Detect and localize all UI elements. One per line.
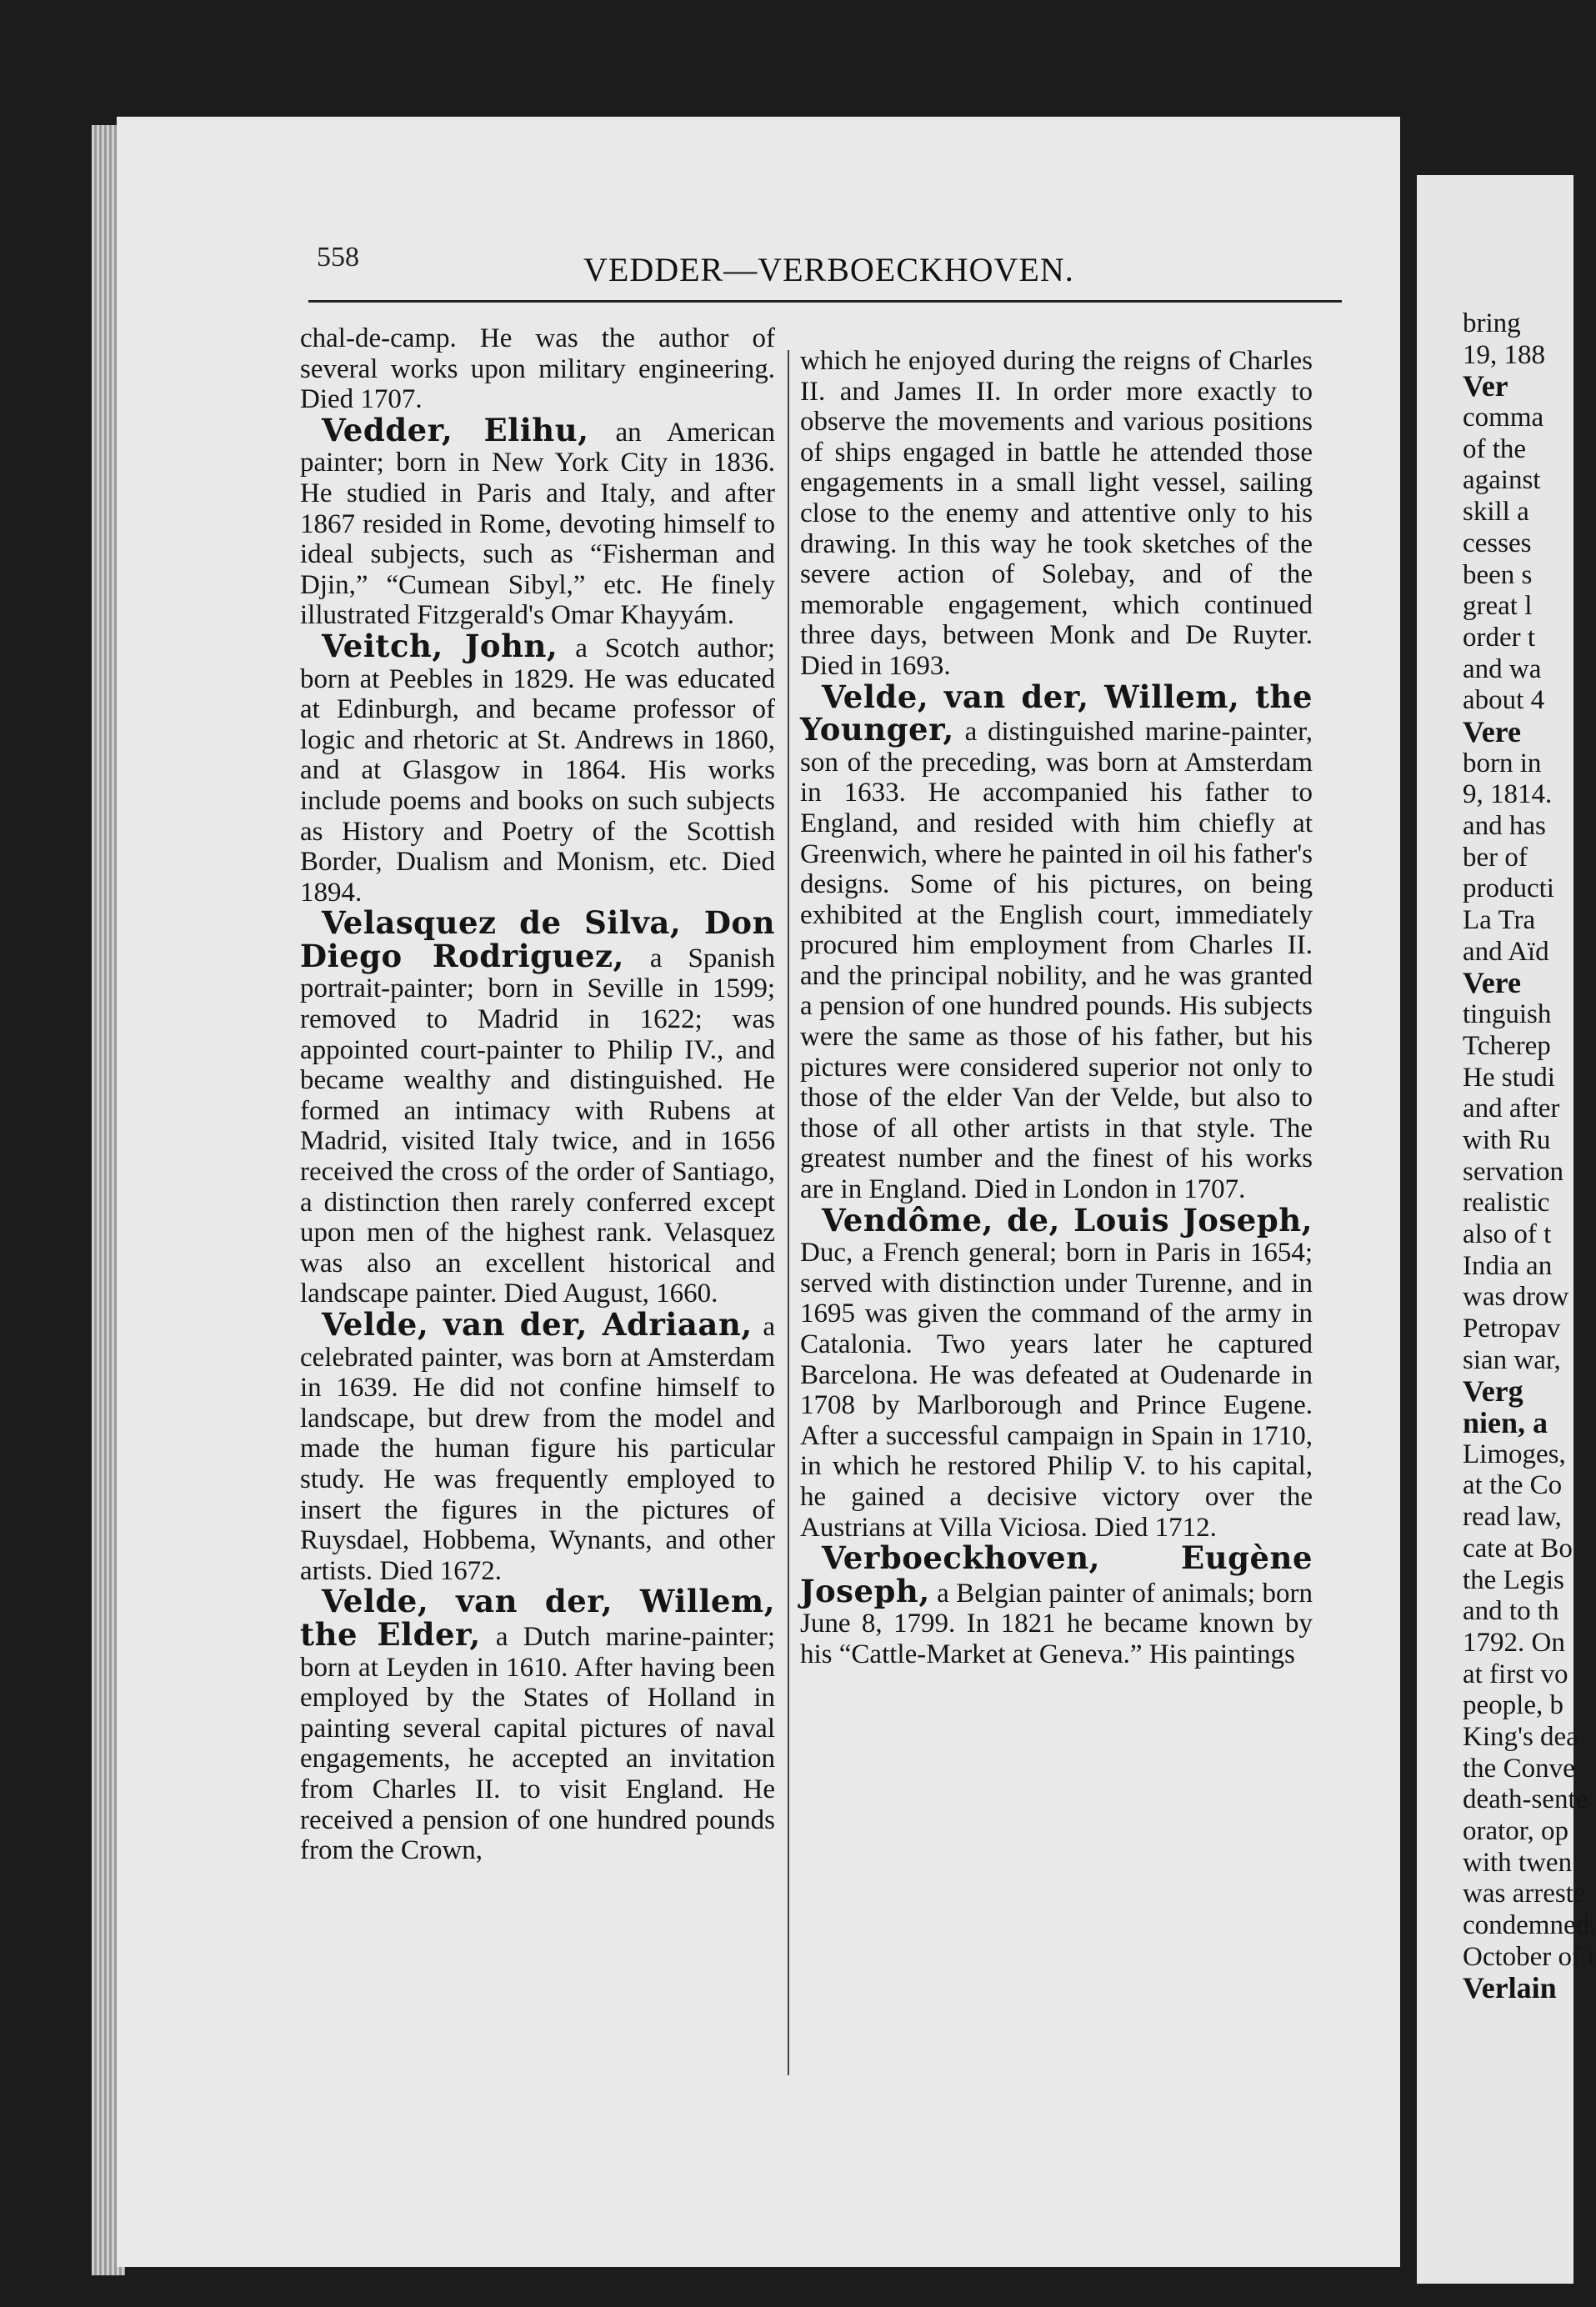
entry-headword: Velde, van der, Willem, the Elder, <box>300 1583 775 1653</box>
adjacent-page-line: was drow <box>1463 1282 1569 1313</box>
right-column <box>800 343 1313 1670</box>
adjacent-page-line: Tcherep <box>1463 1030 1551 1061</box>
adjacent-page-line: at the Co <box>1463 1470 1563 1501</box>
adjacent-page-line: of the <box>1463 433 1527 464</box>
entry <box>800 1539 1313 1669</box>
adjacent-page-line: and has <box>1463 811 1546 841</box>
adjacent-page-line: also of t <box>1463 1219 1552 1249</box>
entry-text: chal-de-camp. He was the author of several works upon military engineering. Died 1707. <box>300 323 775 415</box>
adjacent-page-line: bring <box>1463 308 1521 338</box>
entry <box>800 678 1313 1205</box>
entry-text: a distinguished marine-painter, son of the preceding, was born at Amsterdam in 1633. He accompanied his father to England, and resided with him chiefly at Greenwich, where he painted in oil his father's designs. Some of his pictures, on being exhibited at the English court, immediately procured him employment from Charles II. and the principal nobility, and he was granted a pension of one hundred pounds. His subjects were the same as those of his father, but his pictures were considered superior not only to those of the elder Van der Velde, but also to those of all other artists in that style. The greatest number and the finest of his works are in England. Died in London in 1707. <box>800 717 1313 1205</box>
adjacent-page-line: and Aïd <box>1463 936 1549 967</box>
adjacent-page-line: the Legis <box>1463 1564 1564 1595</box>
adjacent-page-line: Limoges, <box>1463 1439 1566 1469</box>
adjacent-page-line: at first vo <box>1463 1659 1568 1689</box>
adjacent-page-line: order t <box>1463 622 1536 653</box>
adjacent-page-line: about 4 <box>1463 685 1545 716</box>
adjacent-page-line: comma <box>1463 403 1544 433</box>
entry <box>800 343 1313 682</box>
adjacent-page-line: with Ru <box>1463 1124 1551 1155</box>
adjacent-page-line: realistic <box>1463 1188 1550 1219</box>
adjacent-page-line: servation <box>1463 1156 1563 1187</box>
entry-text: Duc, a French general; born in Paris in 1654; served with distinction under Turenne, and in 1695 was given the command of the army in Catalonia. Two years later he captured Barcelona. He was defeated at Oudenarde in 1708 by Marlborough and Prince Eugene. After a successful campaign in Spain in 1710, in which he restored Philip V. to his capital, he gained a decisive victory over the Austrians at Villa Viciosa. Died 1712. <box>800 1238 1313 1543</box>
entry <box>800 1201 1313 1544</box>
adjacent-page-line: La Tra <box>1463 905 1536 936</box>
adjacent-page-line: October of t <box>1463 1941 1596 1972</box>
entry-text: a Dutch marine-painter; born at Leyden in 1610. After having been employed by the States of Holland in painting several capital pictures of naval engagements, he accepted an invitation from Charles II. to visit England. He received a pension of one hundred pounds from the Crown, <box>300 1621 776 1866</box>
adjacent-page-line: 19, 188 <box>1463 339 1545 370</box>
entry <box>300 411 775 631</box>
entry-headword: Vedder, Elihu, <box>322 411 589 448</box>
adjacent-page-line: orator, op <box>1463 1816 1568 1846</box>
adjacent-page-line: King's dea <box>1463 1721 1578 1752</box>
adjacent-page-line: Verlain <box>1463 1971 1557 2005</box>
adjacent-page-line: 1792. On <box>1463 1627 1565 1658</box>
adjacent-page-line: ber of <box>1463 842 1528 873</box>
entry-headword: Verboeckhoven, Eugène Joseph, <box>800 1539 1313 1609</box>
adjacent-page-line: the Conve <box>1463 1753 1575 1784</box>
entry <box>300 904 775 1309</box>
column-divider <box>788 350 789 2075</box>
adjacent-page-column <box>1463 308 1596 2004</box>
adjacent-page-line: cate at Bo <box>1463 1533 1573 1564</box>
adjacent-page-line: condemned, <box>1463 1910 1596 1941</box>
adjacent-page-line: Petropav <box>1463 1314 1561 1344</box>
entry <box>300 1583 776 1866</box>
entry-headword: Velde, van der, Adriaan, <box>322 1306 753 1343</box>
adjacent-page-line: nien, a <box>1463 1406 1548 1440</box>
entry <box>300 321 775 415</box>
adjacent-page-line: tinguish <box>1463 999 1552 1030</box>
adjacent-page-line: skill a <box>1463 497 1529 528</box>
entry-headword: Vendôme, de, Louis Joseph, <box>822 1201 1313 1239</box>
adjacent-page-line: and to th <box>1463 1596 1559 1627</box>
adjacent-page-line: 9, 1814. <box>1463 779 1553 810</box>
adjacent-page-line: He studi <box>1463 1062 1555 1093</box>
adjacent-page-line: sian war, <box>1463 1344 1561 1375</box>
left-column <box>300 321 775 1866</box>
entry-text: a Belgian painter of animals; born June 8, 1799. In 1821 he became known by his “Cattle-Market at Geneva.” His paintings <box>800 1578 1313 1669</box>
adjacent-page-line: been s <box>1463 559 1533 590</box>
entry-headword: Veitch, John, <box>322 627 558 664</box>
page-number: 558 <box>317 242 359 273</box>
adjacent-page-line: and wa <box>1463 653 1542 684</box>
entry-text: which he enjoyed during the reigns of Charles II. and James II. In order more exactly to observe the movements and various positions of ships engaged in battle he attended those engagements in a small light vessel, sailing close to the enemy and attentive only to his drawing. In this way he took sketches of the severe action of Solebay, and of the memorable engagement, which continued three days, between Monk and De Ruyter. Died in 1693. <box>800 346 1313 681</box>
entry <box>300 1306 776 1586</box>
entry-text: an American painter; born in New York City in 1836. He studied in Paris and Italy, and after 1867 resided in Rome, devoting himself to ideal subjects, such as “Fisherman and Djin,” “Cumean Sibyl,” etc. He finely illustrated Fitzgerald's Omar Khayyám. <box>300 417 775 631</box>
adjacent-page-line: death-sente <box>1463 1784 1588 1815</box>
adjacent-page-line: people, b <box>1463 1690 1563 1721</box>
adjacent-page-line: with twen <box>1463 1847 1573 1878</box>
adjacent-page-line: cesses <box>1463 528 1532 558</box>
entry-text: a Spanish portrait-painter; born in Seville in 1599; removed to Madrid in 1622; was appointed court-painter to Philip IV., and became wealthy and distinguished. He formed an intimacy with Rubens at Madrid, visited Italy twice, and in 1656 received the cross of the order of Santiago, a distinction then rarely conferred except upon men of the highest rank. Velasquez was also an excellent historical and landscape painter. Died August, 1660. <box>300 943 775 1309</box>
adjacent-page-line: Verg <box>1463 1374 1523 1409</box>
header-rule <box>308 300 1342 303</box>
adjacent-page-line: India an <box>1463 1250 1553 1281</box>
adjacent-page-line: against <box>1463 465 1541 496</box>
adjacent-page-line: Ver <box>1463 369 1508 403</box>
adjacent-page-line: read law, <box>1463 1502 1562 1533</box>
adjacent-page-line: Vere <box>1463 714 1521 748</box>
entry <box>300 627 775 908</box>
entry-text: a celebrated painter, was born at Amsterdam in 1639. He did not confine himself to landscape, but drew from the model and made the human figure his particular study. He was frequently employed to insert the figures in the pictures of Ruysdael, Hobbema, Wynants, and other artists. Died 1672. <box>300 1312 776 1586</box>
entry-headword: Velasquez de Silva, Don Diego Rodriguez, <box>300 904 775 974</box>
adjacent-page-line: born in <box>1463 748 1542 778</box>
adjacent-page-line: producti <box>1463 873 1554 904</box>
entry-text: a Scotch author; born at Peebles in 1829. He was educated at Edinburgh, and became professor of logic and rhetoric at St. Andrews in 1860, and at Glasgow in 1864. His works include poems and books on such subjects as History and Poetry of the Scottish Border, Dualism and Monism, etc. Died 1894. <box>300 633 775 908</box>
running-title: VEDDER—VERBOECKHOVEN. <box>583 251 1074 288</box>
adjacent-page-line: great l <box>1463 591 1533 622</box>
adjacent-page-line: and after <box>1463 1093 1560 1124</box>
entry-headword: Velde, van der, Willem, the Younger, <box>800 678 1313 748</box>
adjacent-page-line: Vere <box>1463 966 1521 1000</box>
adjacent-page-line: was arreste <box>1463 1879 1586 1909</box>
